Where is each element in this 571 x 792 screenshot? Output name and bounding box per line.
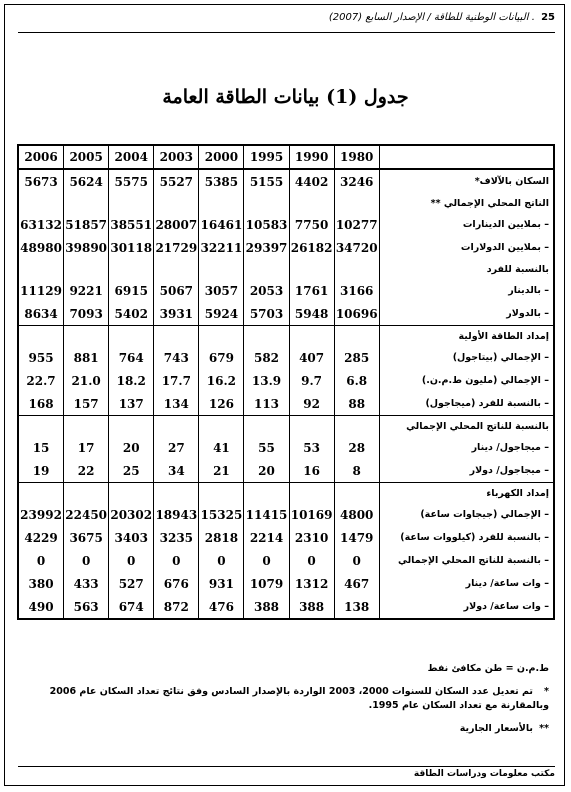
table-cell: 5385 <box>199 169 244 193</box>
table-cell: 433 <box>64 572 109 595</box>
table-row <box>18 213 554 236</box>
table-cell: 30118 <box>109 236 154 259</box>
table-cell: 380 <box>18 572 64 595</box>
table-cell: 3057 <box>199 279 244 302</box>
table-cell <box>334 416 379 437</box>
table-cell: 20 <box>244 459 289 483</box>
notes <box>18 662 549 745</box>
table-cell <box>109 193 154 213</box>
table-cell: 15 <box>18 436 64 459</box>
year-header: 2005 <box>64 145 109 169</box>
table-cell: 10169 <box>289 503 334 526</box>
section-row <box>18 193 554 213</box>
table-cell: 881 <box>64 346 109 369</box>
table-cell: 9.7 <box>289 369 334 392</box>
table-cell: 5948 <box>289 302 334 326</box>
table-row <box>18 392 554 416</box>
table-cell: 679 <box>199 346 244 369</box>
table-cell: 38551 <box>109 213 154 236</box>
year-header: 1990 <box>289 145 334 169</box>
table-cell: 743 <box>154 346 199 369</box>
row-label: – الإجمالي (جيجاوات ساعة) <box>379 503 554 526</box>
table-cell: 5673 <box>18 169 64 193</box>
table-title: جدول (1) بيانات الطاقة العامة <box>162 86 409 108</box>
table-cell <box>199 416 244 437</box>
table-cell <box>18 326 64 347</box>
table-cell: 17 <box>64 436 109 459</box>
row-label: – وات ساعة/ دينار <box>379 572 554 595</box>
table-cell: 527 <box>109 572 154 595</box>
table-cell: 134 <box>154 392 199 416</box>
table-cell: 11129 <box>18 279 64 302</box>
table-cell: 34 <box>154 459 199 483</box>
table-cell: 490 <box>18 595 64 619</box>
table-cell <box>64 193 109 213</box>
table-cell: 5624 <box>64 169 109 193</box>
table-cell: 407 <box>289 346 334 369</box>
table-cell: 3246 <box>334 169 379 193</box>
table-cell: 34720 <box>334 236 379 259</box>
table-cell: 55 <box>244 436 289 459</box>
row-label: – بالدينار <box>379 279 554 302</box>
row-label: إمداد الكهرباء <box>379 483 554 504</box>
table-cell <box>244 416 289 437</box>
table-cell: 53 <box>289 436 334 459</box>
table-cell: 19 <box>18 459 64 483</box>
table-cell: 5402 <box>109 302 154 326</box>
table-row <box>18 526 554 549</box>
table-cell <box>334 259 379 279</box>
row-label: – الإجمالي (بيتاجول) <box>379 346 554 369</box>
table-cell: 2818 <box>199 526 244 549</box>
row-label: الناتج المحلي الإجمالي ** <box>379 193 554 213</box>
table-cell <box>109 259 154 279</box>
table-cell: 5155 <box>244 169 289 193</box>
note-prices <box>18 722 549 736</box>
section-row <box>18 326 554 347</box>
table-cell <box>289 326 334 347</box>
table-cell <box>199 259 244 279</box>
table-cell: 676 <box>154 572 199 595</box>
row-label: إمداد الطاقة الأولية <box>379 326 554 347</box>
table-cell: 5575 <box>109 169 154 193</box>
page-footer: مكتب معلومات ودراسات الطاقة <box>18 766 555 779</box>
table-cell <box>18 193 64 213</box>
table-cell: 113 <box>244 392 289 416</box>
table-cell <box>289 416 334 437</box>
table-cell: 285 <box>334 346 379 369</box>
table-cell: 0 <box>109 549 154 572</box>
table-cell: 0 <box>64 549 109 572</box>
table-cell: 1079 <box>244 572 289 595</box>
note-prices-text: بالأسعار الجارية <box>459 723 533 734</box>
table-cell: 3403 <box>109 526 154 549</box>
table-cell <box>64 483 109 504</box>
year-header: 1995 <box>244 145 289 169</box>
table-cell: 5067 <box>154 279 199 302</box>
table-cell: 28 <box>334 436 379 459</box>
table-cell: 8634 <box>18 302 64 326</box>
table-cell <box>18 416 64 437</box>
table-row <box>18 169 554 193</box>
table-cell: 21 <box>199 459 244 483</box>
table-cell: 1761 <box>289 279 334 302</box>
row-label: – بالنسبة للناتج المحلي الإجمالي <box>379 549 554 572</box>
table-cell <box>109 326 154 347</box>
table-cell: 39890 <box>64 236 109 259</box>
table-row <box>18 279 554 302</box>
table-cell: 6.8 <box>334 369 379 392</box>
table-cell: 0 <box>154 549 199 572</box>
year-header: 1980 <box>334 145 379 169</box>
table-cell: 18943 <box>154 503 199 526</box>
table-cell: 27 <box>154 436 199 459</box>
table-cell: 582 <box>244 346 289 369</box>
table-cell <box>64 326 109 347</box>
table-cell <box>154 483 199 504</box>
header-text: . البيانات الوطنية للطاقة / الإصدار السابع (2007) <box>328 12 535 23</box>
row-label: – بالنسبة للفرد (ميجاجول) <box>379 392 554 416</box>
table-cell <box>289 483 334 504</box>
table-row <box>18 236 554 259</box>
table-cell: 1479 <box>334 526 379 549</box>
table-cell: 51857 <box>64 213 109 236</box>
table-cell: 25 <box>109 459 154 483</box>
row-label: بالنسبة للفرد <box>379 259 554 279</box>
table-cell: 17.7 <box>154 369 199 392</box>
table-row <box>18 346 554 369</box>
table-cell: 955 <box>18 346 64 369</box>
table-cell: 3675 <box>64 526 109 549</box>
table-cell <box>154 326 199 347</box>
table-row <box>18 503 554 526</box>
table-cell: 5924 <box>199 302 244 326</box>
table-cell: 16461 <box>199 213 244 236</box>
row-label: – ميجاجول/ دولار <box>379 459 554 483</box>
table-cell: 872 <box>154 595 199 619</box>
row-label: – وات ساعة/ دولار <box>379 595 554 619</box>
table-cell: 0 <box>199 549 244 572</box>
section-row <box>18 483 554 504</box>
row-label: – ميجاجول/ دينار <box>379 436 554 459</box>
table-cell <box>109 416 154 437</box>
note-mark: ** <box>539 723 549 734</box>
table-cell <box>244 259 289 279</box>
table-cell: 26182 <box>289 236 334 259</box>
table-cell: 157 <box>64 392 109 416</box>
table-cell: 764 <box>109 346 154 369</box>
table-cell: 21729 <box>154 236 199 259</box>
row-label: – بالنسبة للفرد (كيلووات ساعة) <box>379 526 554 549</box>
section-row <box>18 416 554 437</box>
table-cell: 10277 <box>334 213 379 236</box>
table-cell: 92 <box>289 392 334 416</box>
table-cell: 20 <box>109 436 154 459</box>
table-cell: 138 <box>334 595 379 619</box>
table-row <box>18 369 554 392</box>
row-label: – بملايين الدينارات <box>379 213 554 236</box>
table-cell: 0 <box>244 549 289 572</box>
table-cell: 1312 <box>289 572 334 595</box>
table-cell: 88 <box>334 392 379 416</box>
section-row <box>18 259 554 279</box>
table-cell: 168 <box>18 392 64 416</box>
table-cell: 8 <box>334 459 379 483</box>
year-header: 2003 <box>154 145 199 169</box>
note-population-text: تم تعديل عدد السكان للسنوات 2000، 2003 الواردة بالإصدار السادس وفق نتائج تعداد السكان عام 2006 وبالمقارنة مع تعداد السكان عام 1995. <box>49 686 549 711</box>
note-mark: * <box>544 686 549 697</box>
table-cell <box>199 326 244 347</box>
table-row <box>18 302 554 326</box>
table-cell: 7750 <box>289 213 334 236</box>
table-cell <box>154 193 199 213</box>
year-header-row <box>18 145 554 169</box>
table-cell <box>334 326 379 347</box>
table-cell: 0 <box>18 549 64 572</box>
table-cell: 48980 <box>18 236 64 259</box>
table-cell <box>18 259 64 279</box>
table-cell: 388 <box>289 595 334 619</box>
table-cell: 16 <box>289 459 334 483</box>
table-cell: 6915 <box>109 279 154 302</box>
row-label: – الإجمالي (مليون ط.م.ن.) <box>379 369 554 392</box>
table-cell <box>334 193 379 213</box>
table-cell: 23992 <box>18 503 64 526</box>
page-header <box>18 12 555 33</box>
table-cell: 63132 <box>18 213 64 236</box>
table-cell: 674 <box>109 595 154 619</box>
table-cell <box>289 193 334 213</box>
table-cell: 0 <box>289 549 334 572</box>
table-cell: 931 <box>199 572 244 595</box>
table-cell: 28007 <box>154 213 199 236</box>
unit-note: ط.م.ن = طن مكافئ نفط <box>427 663 549 674</box>
table-cell: 4800 <box>334 503 379 526</box>
table-cell <box>154 259 199 279</box>
table-cell: 476 <box>199 595 244 619</box>
table-row <box>18 595 554 619</box>
table-cell <box>64 416 109 437</box>
table-cell: 467 <box>334 572 379 595</box>
table-row <box>18 436 554 459</box>
table-cell: 10583 <box>244 213 289 236</box>
table-cell: 13.9 <box>244 369 289 392</box>
table-row <box>18 572 554 595</box>
table-cell: 3235 <box>154 526 199 549</box>
table-cell: 10696 <box>334 302 379 326</box>
table-cell: 2053 <box>244 279 289 302</box>
table-cell: 15325 <box>199 503 244 526</box>
year-header: 2000 <box>199 145 244 169</box>
table-cell <box>18 483 64 504</box>
energy-data-table <box>17 144 555 620</box>
table-cell <box>154 416 199 437</box>
table-cell: 22 <box>64 459 109 483</box>
table-cell: 16.2 <box>199 369 244 392</box>
table-cell: 4229 <box>18 526 64 549</box>
table-cell <box>199 193 244 213</box>
table-cell: 3931 <box>154 302 199 326</box>
table-cell: 20302 <box>109 503 154 526</box>
row-label: – بالدولار <box>379 302 554 326</box>
table-cell: 3166 <box>334 279 379 302</box>
table-cell <box>244 193 289 213</box>
table-cell: 7093 <box>64 302 109 326</box>
table-cell <box>109 483 154 504</box>
table-cell <box>289 259 334 279</box>
row-label: السكان بالآلاف* <box>379 169 554 193</box>
table-cell <box>64 259 109 279</box>
table-row <box>18 549 554 572</box>
label-header <box>379 145 554 169</box>
table-cell: 388 <box>244 595 289 619</box>
table-cell: 137 <box>109 392 154 416</box>
table-cell: 5527 <box>154 169 199 193</box>
table-cell <box>244 326 289 347</box>
table-row <box>18 459 554 483</box>
table-cell: 29397 <box>244 236 289 259</box>
table-cell: 21.0 <box>64 369 109 392</box>
page-number: 25 <box>541 12 555 23</box>
year-header: 2006 <box>18 145 64 169</box>
table-cell: 126 <box>199 392 244 416</box>
table-cell: 2214 <box>244 526 289 549</box>
table-cell: 22450 <box>64 503 109 526</box>
table-cell <box>199 483 244 504</box>
table-cell: 22.7 <box>18 369 64 392</box>
row-label: بالنسبة للناتج المحلي الإجمالي <box>379 416 554 437</box>
year-header: 2004 <box>109 145 154 169</box>
table-cell: 4402 <box>289 169 334 193</box>
table-cell: 11415 <box>244 503 289 526</box>
table-cell: 9221 <box>64 279 109 302</box>
table-cell: 563 <box>64 595 109 619</box>
table-cell: 41 <box>199 436 244 459</box>
row-label: – بملايين الدولارات <box>379 236 554 259</box>
table-cell: 32211 <box>199 236 244 259</box>
table-cell: 0 <box>334 549 379 572</box>
table-cell <box>244 483 289 504</box>
note-population <box>18 685 549 713</box>
table-cell: 2310 <box>289 526 334 549</box>
table-cell <box>334 483 379 504</box>
table-cell: 18.2 <box>109 369 154 392</box>
table-cell: 5703 <box>244 302 289 326</box>
